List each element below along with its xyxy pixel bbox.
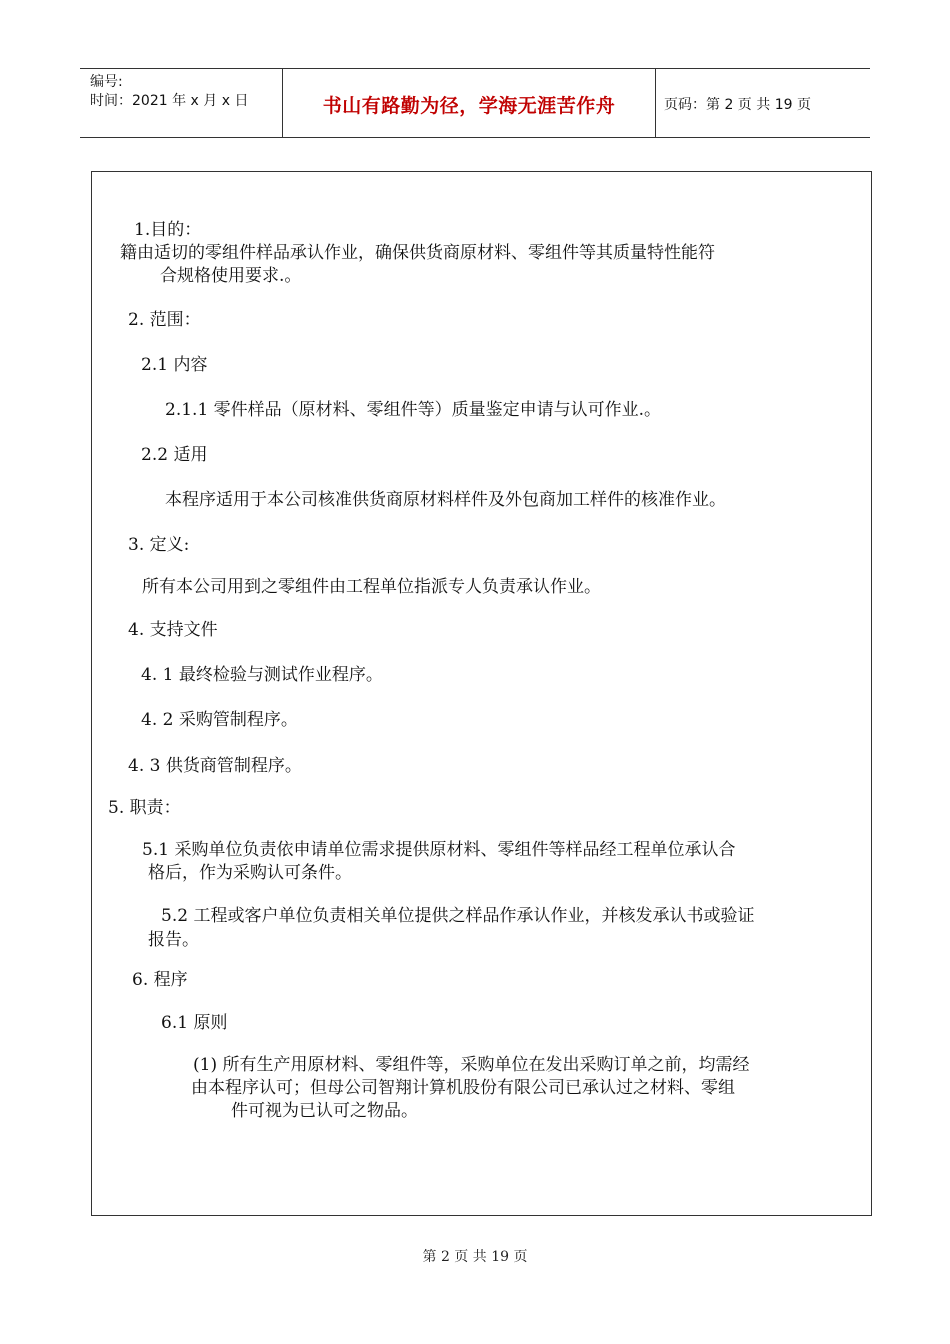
section-4-2-text: 4. 2 采购管制程序。 xyxy=(141,710,298,730)
header-motto: 书山有路勤为径，学海无涯苦作舟 xyxy=(322,95,616,117)
document-header xyxy=(80,68,870,138)
section-4-1-text: 4. 1 最终检验与测试作业程序。 xyxy=(141,665,383,685)
header-divider xyxy=(655,69,656,137)
section-5-title: 5. 职责： xyxy=(108,798,181,818)
section-6-title: 6. 程序 xyxy=(132,970,188,990)
section-6-1-item-text: 件可视为已认可之物品。 xyxy=(231,1101,418,1121)
page-footer: 第 2 页 共 19 页 xyxy=(422,1249,528,1265)
section-1-text: 合规格使用要求.。 xyxy=(160,266,302,286)
document-time: 时间：2021 年 x 月 x 日 xyxy=(90,93,249,109)
section-5-1-text: 5.1 采购单位负责依申请单位需求提供原材料、零组件等样品经工程单位承认合 xyxy=(142,840,736,860)
section-6-1-item-text: (1) 所有生产用原材料、零组件等，采购单位在发出采购订单之前，均需经 xyxy=(193,1055,750,1075)
section-4-3-text: 4. 3 供货商管制程序。 xyxy=(128,756,302,776)
section-6-1-title: 6.1 原则 xyxy=(161,1013,228,1033)
section-4-title: 4. 支持文件 xyxy=(128,620,218,640)
section-2-1-title: 2.1 内容 xyxy=(141,355,208,375)
section-5-2-text: 5.2 工程或客户单位负责相关单位提供之样品作承认作业，并核发承认书或验证 xyxy=(161,906,755,926)
section-2-2-text: 本程序适用于本公司核准供货商原材料样件及外包商加工样件的核准作业。 xyxy=(165,490,726,510)
section-2-title: 2. 范围： xyxy=(128,310,201,330)
section-3-title: 3. 定义: xyxy=(128,535,190,555)
section-3-text: 所有本公司用到之零组件由工程单位指派专人负责承认作业。 xyxy=(142,577,601,597)
section-5-2-text: 报告。 xyxy=(148,930,199,950)
section-2-1-1-text: 2.1.1 零件样品（原材料、零组件等）质量鉴定申请与认可作业.。 xyxy=(165,400,662,420)
header-meta xyxy=(90,73,248,111)
header-page-info: 页码：第 2 页 共 19 页 xyxy=(664,97,811,113)
section-5-1-text: 格后，作为采购认可条件。 xyxy=(148,863,352,883)
document-number-label: 编号: xyxy=(90,74,123,90)
section-2-2-title: 2.2 适用 xyxy=(141,445,208,465)
section-1-title: 1.目的： xyxy=(134,220,202,240)
section-6-1-item-text: 由本程序认可；但母公司智翔计算机股份有限公司已承认过之材料、零组 xyxy=(191,1078,735,1098)
content-box xyxy=(91,171,872,1216)
section-1-text: 籍由适切的零组件样品承认作业，确保供货商原材料、零组件等其质量特性能符 xyxy=(120,243,715,263)
